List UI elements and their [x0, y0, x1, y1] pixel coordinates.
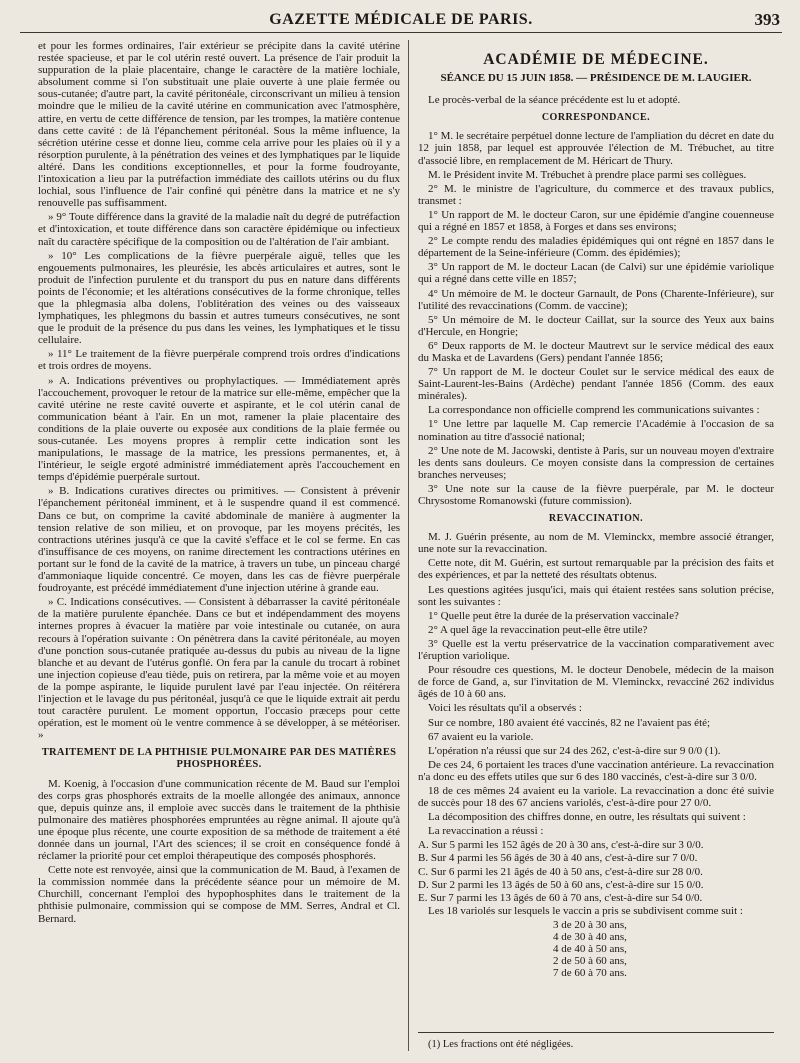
paragraph: » 9° Toute différence dans la gravité de la maladie naît du degré de putréfaction et d'intoxication, et toute différence dans son caractère épidémique ou infectieux naît du caractère spécifique de la composition ou de l'altération de l'air ambiant.	[38, 211, 400, 248]
left-column	[38, 40, 400, 1057]
paragraph: 1° Une lettre par laquelle M. Cap remercie l'Académie à l'occasion de sa nomination au titre d'associé national;	[418, 418, 774, 443]
paragraph: et pour les formes ordinaires, l'air extérieur se précipite dans la cavité utérine restée spacieuse, et par le col utérin resté ouvert. La présence de l'air produit la suppuration de la plaie placentaire, change le caractère de la matière lochiale, absolument comme si l'on substituait une plaie ouverte à une plaie fermée ou sous-cutanée; d'autre part, la cavité péritonéale, circonscrivant un milieu à tension moindre que le milieu de la cavité utérine en communication avec l'atmosphère, attire, en vertu de cette différence de tension, par les trompes, la matière contenue dans cette cavité : de là l'épanchement péritonéal. Sous la même influence, la sécrétion utérine cesse et donne lieu, comme cela arrive pour les plaies où il y a résorption purulente, à la pénétration des veines et des lymphatiques par le liquide altéré. Dans les conditions exceptionnelles, et pour la forme foudroyante, l'intoxication a lieu par la putréfaction immédiate des caillots utérins ou du flux lochial, sous l'influence de l'air confiné qui pénètre dans la matrice et ne s'y renouvelle pas suffisamment.	[38, 40, 400, 210]
list-item: E. Sur 7 parmi les 13 âgés de 60 à 70 ans, c'est-à-dire sur 54 0/0.	[418, 891, 703, 904]
column-divider	[408, 40, 409, 1051]
session-heading: SÉANCE DU 15 JUIN 1858. — PRÉSIDENCE DE M. LAUGIER.	[440, 72, 752, 85]
paragraph: 2° Le compte rendu des maladies épidémiques qui ont régné en 1857 dans le département de la Seine-inférieure (Comm. des épidémies);	[418, 235, 774, 260]
paragraph: » B. Indications curatives directes ou primitives. — Consistent à prévenir l'épanchement péritonéal imminent, et à le suspendre quand il est commencé. Dans ce but, on comprime la cavité abdominale de manière à augmenter la tension relative de son milieu, et on provoque, par les moyens précités, les contractions utérines jusqu'à ce que la cavité s'efface et le col se ferme. En cas d'insuffisance de ces moyens, on ranime directement les contractions utérines en portant sur le fond de la cavité de la matrice, à travers un tube, un pinceau chargé d'ammoniaque liquide concentré. Ce moyen, dans les cas de fièvre puerpérale foudroyante, est précédé immédiatement d'une injection utérine à grande eau.	[38, 485, 400, 595]
paragraph: La revaccination a réussi :	[428, 825, 544, 838]
paragraph: De ces 24, 6 portaient les traces d'une vaccination antérieure. La revaccination n'a donc eu des effets utiles que sur 6 des 180 vaccinés, c'est-à-dire sur 3 0/0.	[418, 758, 774, 783]
results-list	[418, 839, 774, 903]
footnote: (1) Les fractions ont été négligées.	[418, 1032, 774, 1051]
paragraph: 2° M. le ministre de l'agriculture, du commerce et des travaux publics, transmet :	[418, 182, 774, 207]
list-item: 7 de 60 à 70 ans.	[553, 967, 627, 980]
paragraph: 18 de ces mêmes 24 avaient eu la variole. La revaccination a donc été suivie de succès pour 18 des 67 anciens variolés, c'est-à-dire pour 27 0/0.	[418, 784, 774, 810]
paragraph: La correspondance non officielle comprend les communications suivantes :	[428, 404, 760, 417]
paragraph: M. le Président invite M. Trébuchet à prendre place parmi ses collègues.	[428, 168, 747, 181]
paragraph: 1° Un rapport de M. le docteur Caron, sur une épidémie d'angine couenneuse qui a régné en 1857 et 1858, à Forges et dans ses environs;	[418, 208, 774, 234]
paragraph: Sur ce nombre, 180 avaient été vaccinés, 82 ne l'avaient pas été;	[428, 716, 711, 729]
section-title: ACADÉMIE DE MÉDECINE.	[483, 51, 709, 68]
list-item: 2 de 50 à 60 ans,	[553, 955, 627, 968]
paragraph: Les 18 variolés sur lesquels le vaccin a pris se subdivisent comme suit :	[428, 904, 743, 917]
paragraph: 67 avaient eu la variole.	[428, 730, 534, 743]
paragraph: 2° Une note de M. Jacowski, dentiste à Paris, sur un nouveau moyen d'extraire les dents sans douleurs. Ce moyen consiste dans la compression de certaines branches nerveuses;	[418, 444, 774, 481]
paragraph: M. Koenig, à l'occasion d'une communication récente de M. Baud sur l'emploi des corps gras phosphorés extraits de la moelle allongée des animaux, annonce que, depuis quinze ans, il emploie avec succès dans le traitement de la phthisie pulmonaire des matières phosphorées empruntées au règne animal. Il ajoute qu'à une époque plus récente, une courte exposition de sa méthode de traitement a été donnée dans un journal, l'Art des sciences; il se croit en conséquence fondé à réclamer la priorité pour cet emploi thérapeutique des composés phosphorés.	[38, 777, 400, 863]
paragraph: » C. Indications consécutives. — Consistent à débarrasser la cavité péritonéale de la matière purulente épanchée. Dans ce but et indépendamment des moyens internes propres à évacuer la matière par voie intestinale ou cutanée, on aura recours à l'opération suivante : On pénètrera dans la cavité péritonéale, au moyen d'une ponction sous-cutanée pratiquée au-dessus du pubis au niveau de la ligne blanche et au devant de l'utérus gonflé. On fera par la canule du trocart à robinet une injection copieuse d'eau tiède, puis on retirera, par la même voie et au moyen de la pompe aspirante, le liquide purulent lavé par l'eau injectée. On réitérera l'injection et le lavage du pus péritonéal, jusqu'à ce que le liquide extrait ait perdu tout caractère purulent. Le moment opportun, l'occasio præceps pour cette opération, est le moment où le ventre commence à se développer, à se météoriser. »	[38, 596, 400, 742]
paragraph: 1° M. le secrétaire perpétuel donne lecture de l'ampliation du décret en date du 12 juin 1858, par lequel est approuvée l'élection de M. Trébuchet, au titre d'associé libre, en remplacement de M. Héricart de Thury.	[418, 130, 774, 167]
list-item: A. Sur 5 parmi les 152 âgés de 20 à 30 ans, c'est-à-dire sur 3 0/0.	[418, 839, 704, 852]
paragraph: 1° Quelle peut être la durée de la préservation vaccinale?	[428, 609, 679, 622]
paragraph: 3° Une note sur la cause de la fièvre puerpérale, par M. le docteur Chrysostome Romanowski (future commission).	[418, 482, 774, 507]
right-column	[418, 40, 774, 1057]
subsection-heading: CORRESPONDANCE.	[541, 112, 651, 124]
subsection-heading: REVACCINATION.	[548, 513, 644, 525]
paragraph: 6° Deux rapports de M. le docteur Mautrevt sur le service médical des eaux du Maska et de Lavardens (Gers) pendant l'année 1856;	[418, 339, 774, 364]
paragraph: » 10° Les complications de la fièvre puerpérale aiguë, telles que les engouements pulmonaires, les pleurésie, les abcès articulaires et autres, sont le produit de l'infection purulente et du transport du pus en nature dans différents points de l'économie; et les altérations consécutives de la forme chronique, telles que la phlegmasia alba dolens, l'oblitération des veines ou des vaisseaux lymphatiques, les phlegmons du bassin et autres tumeurs consécutives, ne sont que le produit de la présence du pus dans les veines, les lymphatiques et le tissu cellulaire.	[38, 249, 400, 347]
list-item: 3 de 20 à 30 ans,	[553, 918, 627, 931]
paragraph: Les questions agitées jusqu'ici, mais qui étaient restées sans solution précise, sont les suivantes :	[418, 583, 774, 608]
paragraph: Voici les résultats qu'il a observés :	[428, 702, 582, 715]
paragraph: Le procès-verbal de la séance précédente est lu et adopté.	[428, 94, 681, 107]
list-item: B. Sur 4 parmi les 56 âgés de 30 à 40 ans, c'est-à-dire sur 7 0/0.	[418, 852, 698, 865]
paragraph: 4° Un mémoire de M. le docteur Garnault, de Pons (Charente-Inférieure), sur l'utilité des revaccinations (Comm. de vaccine);	[418, 287, 774, 312]
page-header	[20, 8, 782, 33]
section-heading: TRAITEMENT DE LA PHTHISIE PULMONAIRE PAR DES MATIÈRES PHOSPHORÉES.	[41, 747, 397, 771]
list-item: D. Sur 2 parmi les 13 âgés de 50 à 60 ans, c'est-à-dire sur 15 0/0.	[418, 878, 704, 891]
list-item: C. Sur 6 parmi les 21 âgés de 40 à 50 ans, c'est-à-dire sur 28 0/0.	[418, 865, 703, 878]
paragraph: La décomposition des chiffres donne, en outre, les résultats qui suivent :	[428, 811, 746, 824]
list-item: 4 de 30 à 40 ans,	[553, 931, 627, 943]
paragraph: Cette note, dit M. Guérin, est surtout remarquable par la précision des faits et des expériences, et par la netteté des résultats obtenus.	[418, 557, 774, 582]
paragraph: 3° Un rapport de M. le docteur Lacan (de Calvi) sur une épidémie variolique qui a régné dans cette ville en 1857;	[418, 261, 774, 286]
paragraph: 3° Quelle est la vertu préservatrice de la vaccination comparativement avec l'éruption variolique.	[418, 637, 774, 663]
age-breakdown	[553, 919, 774, 979]
paragraph: » 11° Le traitement de la fièvre puerpérale comprend trois ordres d'indications et trois ordres de moyens.	[38, 348, 400, 373]
paragraph: 2° A quel âge la revaccination peut-elle être utile?	[428, 623, 648, 636]
journal-title: GAZETTE MÉDICALE DE PARIS.	[269, 11, 533, 28]
paragraph: L'opération n'a réussi que sur 24 des 262, c'est-à-dire sur 9 0/0 (1).	[428, 744, 721, 757]
paragraph: Pour résoudre ces questions, M. le docteur Denobele, médecin de la maison de force de Gand, a, sur l'invitation de M. Vleminckx, revacciné 262 individus âgés de 10 à 60 ans.	[418, 664, 774, 701]
paragraph: 5° Un mémoire de M. le docteur Caillat, sur la source des Yeux aux bains d'Hercule, en Hongrie;	[418, 313, 774, 338]
page-number: 393	[754, 10, 780, 29]
paragraph: Cette note est renvoyée, ainsi que la communication de M. Baud, à l'examen de la commission nommée dans la précédente séance pour un mémoire de M. Churchill, concernant l'emploi des hypophosphites dans le traitement de la phthisie pulmonaire, commission qui se compose de MM. Serres, Andral et Cl. Bernard.	[38, 864, 400, 925]
paragraph: » A. Indications préventives ou prophylactiques. — Immédiatement après l'accouchement, provoquer le retour de la matrice sur elle-même, empêcher que la cavité utérine ne reste cavité ouverte et aspirante, et le col utérin canal de communication béant à l'air. En un mot, ramener la plaie placentaire des conditions de la plaie ouverte ou exposée aux conditions de la plaie fermée ou sous-cutanée. Les moyens propres à remplir cette indication sont les manipulations, le massage de la matrice, les pressions permanentes, et, à l'intérieur, le seigle ergoté administré immédiatement après l'accouchement en temps d'épidémie puerpérale surtout.	[38, 374, 400, 484]
paragraph: 7° Un rapport de M. le docteur Coulet sur le service médical des eaux de Saint-Laurent-les-Bains (Ardèche) pendant l'année 1856 (Comm. des eaux minérales).	[418, 366, 774, 403]
paragraph: M. J. Guérin présente, au nom de M. Vleminckx, membre associé étranger, une note sur la revaccination.	[418, 531, 774, 556]
list-item: 4 de 40 à 50 ans,	[553, 943, 627, 956]
